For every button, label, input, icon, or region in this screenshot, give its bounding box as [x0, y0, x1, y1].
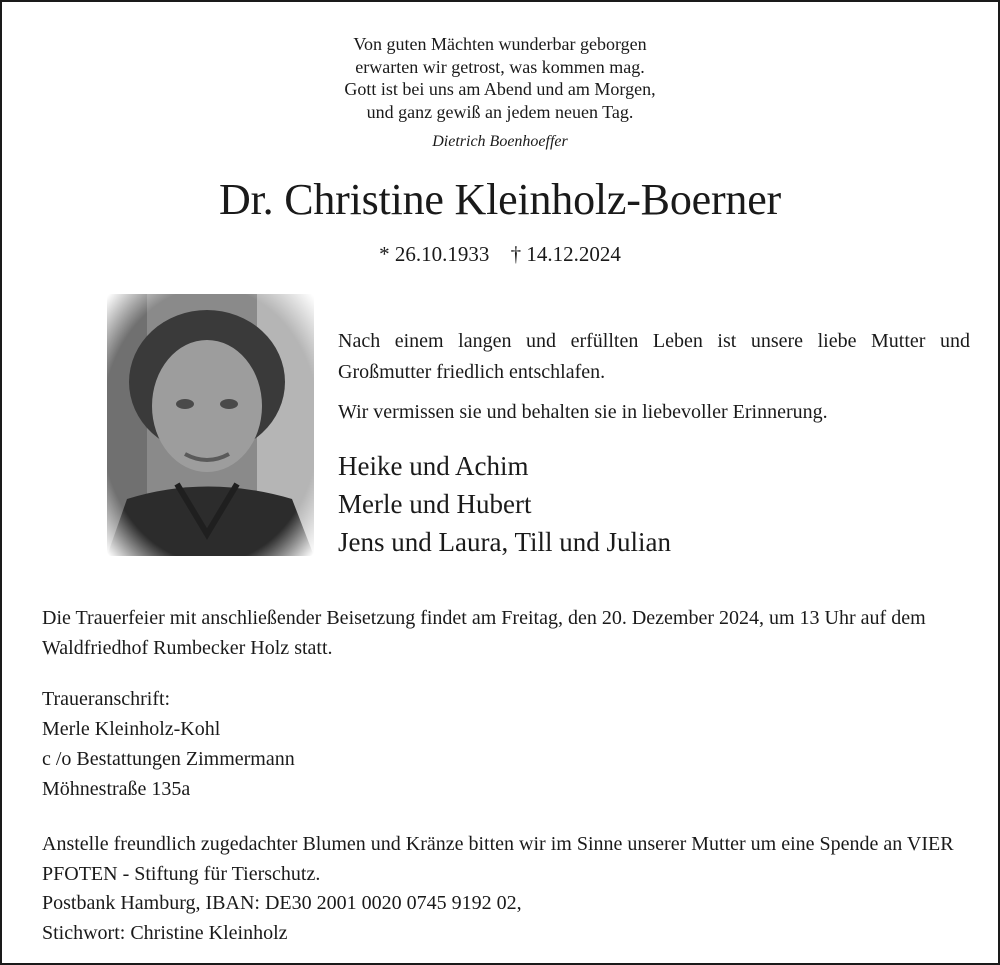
family-member: Heike und Achim — [338, 451, 529, 481]
birth-date: * 26.10.1933 — [379, 242, 490, 266]
address-line: c /o Bestattungen Zimmermann — [42, 748, 295, 770]
ceremony-info: Die Trauerfeier mit anschließender Beisetzung findet am Freitag, den 20. Dezember 2024, um 13 Uhr auf dem Waldfriedhof Rumbecker Holz statt. — [42, 607, 926, 659]
death-date: † 14.12.2024 — [510, 242, 621, 266]
poem-line: und ganz gewiß an jedem neuen Tag. — [366, 101, 634, 122]
poem-author: Dietrich Boenhoeffer — [432, 133, 568, 150]
deceased-name: Dr. Christine Kleinholz-Boerner — [219, 175, 781, 224]
address-line: Möhnestraße 135a — [42, 778, 191, 800]
donation-info — [42, 830, 972, 948]
remembrance-paragraph: Wir vermissen sie und behalten sie in liebevoller Erinnerung. — [338, 401, 828, 423]
poem-line: Von guten Mächten wunderbar geborgen — [353, 34, 647, 54]
address-line: Merle Kleinholz-Kohl — [42, 718, 221, 740]
poem-line: erwarten wir getrost, was kommen mag. — [355, 56, 645, 77]
bank-details: Postbank Hamburg, IBAN: DE30 2001 0020 0745 9192 02, — [42, 892, 522, 914]
message-paragraph: Nach einem langen und erfüllten Leben ist unsere liebe Mutter und Großmutter friedlich entschlafen. — [338, 330, 970, 383]
family-member: Jens und Laura, Till und Julian — [338, 527, 672, 557]
family-member: Merle und Hubert — [338, 489, 532, 519]
portrait-photo-icon — [107, 294, 314, 556]
mourning-address — [42, 684, 295, 804]
address-line: Traueranschrift: — [42, 688, 171, 710]
poem-line: Gott ist bei uns am Abend und am Morgen, — [344, 79, 656, 99]
portrait-photo — [107, 294, 314, 556]
donation-text: Anstelle freundlich zugedachter Blumen und Kränze bitten wir im Sinne unserer Mutter um eine Spende an VIER PFOTEN - Stiftung für Tierschutz. — [42, 833, 954, 885]
family-list — [338, 447, 671, 561]
donation-keyword: Stichwort: Christine Kleinholz — [42, 921, 288, 944]
poem — [0, 33, 1000, 123]
life-dates — [0, 242, 1000, 267]
